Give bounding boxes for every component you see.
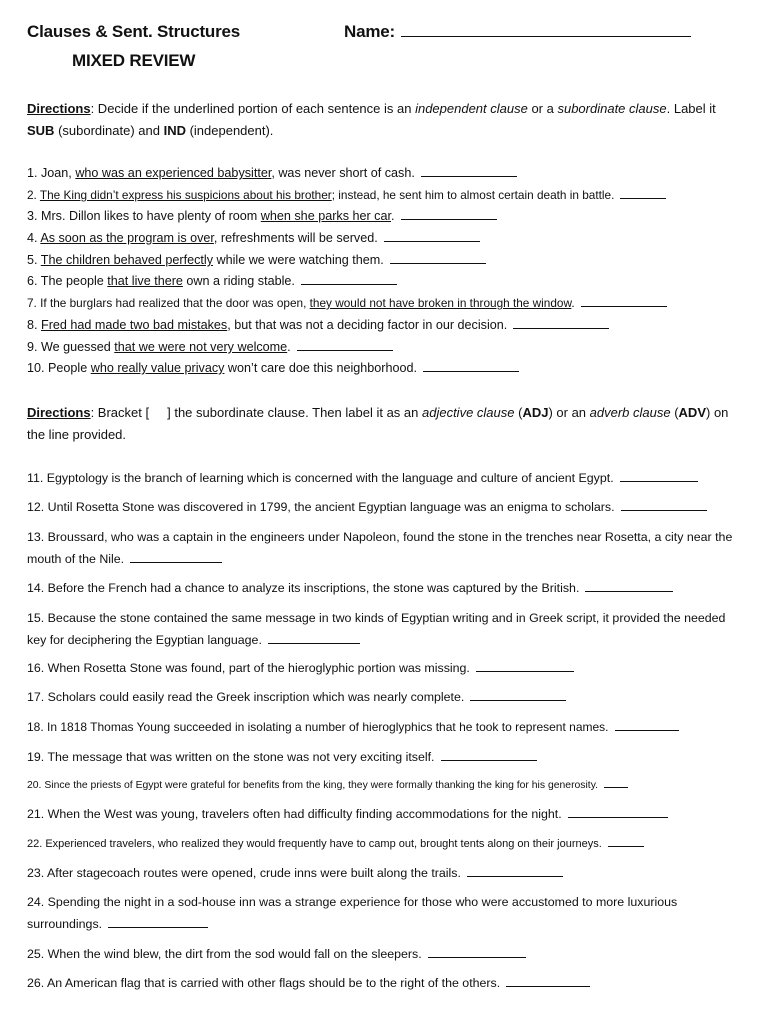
answer-blank[interactable]: [401, 207, 497, 220]
directions-text: ) or an: [548, 405, 590, 420]
question-text: 13. Broussard, who was a captain in the engineers under Napoleon, found the stone in the trenches near Rosetta, a city near the mouth of the Nile.: [27, 530, 733, 566]
question-item: [27, 314, 745, 336]
answer-blank[interactable]: [470, 688, 566, 701]
question-text: won’t care doe this neighborhood.: [224, 361, 417, 375]
question-item: [27, 227, 745, 249]
underlined-clause: The children behaved perfectly: [40, 253, 213, 267]
question-item: [27, 716, 745, 738]
directions-text: : Decide if the underlined portion of each sentence is an: [90, 101, 416, 116]
question-item: [27, 496, 745, 518]
question-text: 14. Before the French had a chance to analyze its inscriptions, the stone was captured by the British.: [27, 581, 580, 595]
part2-directions: [27, 402, 745, 446]
answer-blank[interactable]: [513, 316, 609, 329]
answer-blank[interactable]: [108, 915, 208, 928]
directions-text: ] the subordinate clause. Then label it as an: [167, 405, 422, 420]
answer-blank[interactable]: [621, 498, 707, 511]
name-label: Name:: [344, 22, 395, 41]
question-text: 3. Mrs. Dillon likes to have plenty of room: [27, 209, 261, 223]
underlined-clause: The King didn’t express his suspicions about his brother: [39, 188, 332, 202]
question-text: 23. After stagecoach routes were opened, crude inns were built along the trails.: [27, 866, 461, 880]
question-text: 16. When Rosetta Stone was found, part of the hieroglyphic portion was missing.: [27, 661, 470, 675]
question-item: [27, 249, 745, 271]
question-text: 19. The message that was written on the stone was not very exciting itself.: [27, 750, 435, 764]
question-item: [27, 686, 745, 708]
answer-blank[interactable]: [585, 579, 673, 592]
question-text: 21. When the West was young, travelers often had difficulty finding accommodations for the night.: [27, 807, 562, 821]
question-text: 10. People: [27, 361, 91, 375]
question-item: [27, 833, 745, 855]
question-item: [27, 336, 745, 358]
directions-code: ADV: [678, 405, 706, 420]
question-item: [27, 657, 745, 679]
question-text: , but that was not a deciding factor in our decision.: [227, 318, 508, 332]
question-text: , refreshments will be served.: [213, 231, 378, 245]
question-text: 18. In 1818 Thomas Young succeeded in isolating a number of hieroglyphics that he took to represent names.: [27, 720, 609, 734]
directions-term: independent clause: [415, 101, 528, 116]
directions-code: ADJ: [522, 405, 549, 420]
underlined-clause: that we were not very welcome: [114, 340, 288, 354]
question-text: ; instead, he sent him to almost certain death in battle.: [331, 188, 615, 202]
directions-term: subordinate clause: [557, 101, 667, 116]
question-text: own a riding stable.: [182, 274, 295, 288]
question-text: 6. The people: [27, 274, 108, 288]
directions-code: SUB: [27, 123, 55, 138]
question-item: [27, 607, 745, 651]
directions-term: adjective clause: [421, 405, 515, 420]
answer-blank[interactable]: [428, 945, 526, 958]
question-item: [27, 205, 745, 227]
answer-blank[interactable]: [568, 805, 668, 818]
question-text: .: [287, 340, 291, 354]
directions-label: Directions: [27, 101, 91, 116]
directions-text: ) on the line provided.: [27, 405, 729, 442]
question-text: 1. Joan,: [27, 166, 76, 180]
underlined-clause: that live there: [107, 274, 183, 288]
question-text: 25. When the wind blew, the dirt from the sod would fall on the sleepers.: [27, 947, 422, 961]
question-text: 7. If the burglars had realized that the door was open,: [27, 296, 310, 310]
answer-blank[interactable]: [384, 229, 480, 242]
directions-code: IND: [163, 123, 186, 138]
underlined-clause: when she parks her car: [260, 209, 391, 223]
question-text: 24. Spending the night in a sod-house inn was a strange experience for those who were accustomed to more luxurious surroundings.: [27, 895, 678, 931]
question-item: [27, 775, 745, 797]
question-item: [27, 577, 745, 599]
question-item: [27, 270, 745, 292]
answer-blank[interactable]: [506, 974, 590, 987]
answer-blank[interactable]: [297, 338, 393, 351]
question-item: [27, 746, 745, 768]
name-blank[interactable]: [401, 22, 691, 37]
underlined-clause: who was an experienced babysitter: [75, 166, 272, 180]
answer-blank[interactable]: [620, 469, 698, 482]
answer-blank[interactable]: [581, 294, 667, 307]
question-item: [27, 972, 745, 994]
directions-text: (: [514, 405, 523, 420]
question-item: [27, 162, 745, 184]
answer-blank[interactable]: [301, 272, 397, 285]
question-text: , was never short of cash.: [271, 166, 415, 180]
question-text: 11. Egyptology is the branch of learning which is concerned with the language and culture of ancient Egypt.: [27, 471, 614, 485]
question-text: 8.: [27, 318, 42, 332]
question-text: 22. Experienced travelers, who realized they would frequently have to camp out, brought tents along on their journeys.: [27, 838, 602, 850]
answer-blank[interactable]: [620, 186, 666, 199]
directions-label: Directions: [27, 405, 91, 420]
question-item: [27, 526, 745, 570]
answer-blank[interactable]: [467, 864, 563, 877]
name-field: [344, 22, 691, 42]
question-text: .: [391, 209, 395, 223]
question-item: [27, 891, 745, 935]
directions-text: (independent).: [185, 123, 274, 138]
question-text: while we were watching them.: [213, 253, 384, 267]
question-item: [27, 862, 745, 884]
directions-text: (: [670, 405, 679, 420]
answer-blank[interactable]: [604, 775, 628, 788]
answer-blank[interactable]: [268, 631, 360, 644]
worksheet-title: Clauses & Sent. Structures: [27, 22, 241, 41]
question-text: 9. We guessed: [27, 340, 115, 354]
answer-blank[interactable]: [615, 718, 679, 731]
directions-text: . Label it: [666, 101, 716, 116]
underlined-clause: who really value privacy: [90, 361, 225, 375]
answer-blank[interactable]: [390, 251, 486, 264]
question-text: 12. Until Rosetta Stone was discovered in 1799, the ancient Egyptian language was an enigma to scholars.: [27, 500, 615, 514]
directions-text: (subordinate) and: [54, 123, 164, 138]
answer-blank[interactable]: [608, 834, 644, 847]
question-item: [27, 292, 745, 314]
worksheet-subtitle: MIXED REVIEW: [72, 51, 196, 70]
question-item: [27, 803, 745, 825]
question-text: 17. Scholars could easily read the Greek inscription which was nearly complete.: [27, 690, 465, 704]
answer-blank[interactable]: [441, 748, 537, 761]
answer-blank[interactable]: [130, 550, 222, 563]
question-text: 20. Since the priests of Egypt were grateful for benefits from the king, they were formally thanking the king for his generosity.: [27, 780, 599, 791]
answer-blank[interactable]: [476, 659, 574, 672]
question-item: [27, 943, 745, 965]
directions-text: : Bracket [: [90, 405, 150, 420]
question-item: [27, 184, 745, 206]
directions-term: adverb clause: [589, 405, 671, 420]
underlined-clause: Fred had made two bad mistakes: [41, 318, 228, 332]
answer-blank[interactable]: [421, 164, 517, 177]
underlined-clause: they would not have broken in through the window: [309, 296, 572, 310]
question-text: 4.: [27, 231, 41, 245]
directions-text: or a: [527, 101, 558, 116]
part1-directions: [27, 98, 745, 142]
underlined-clause: As soon as the program is over: [40, 231, 214, 245]
question-text: 5.: [27, 253, 41, 267]
question-item: [27, 357, 745, 379]
question-item: [27, 467, 745, 489]
question-text: 26. An American flag that is carried with other flags should be to the right of the others.: [27, 976, 501, 990]
question-text: 2.: [27, 188, 40, 202]
answer-blank[interactable]: [423, 359, 519, 372]
question-text: .: [571, 296, 575, 310]
question-text: 15. Because the stone contained the same message in two kinds of Egyptian writing and in Greek script, it provided the needed key for deciphering the Egyptian language.: [27, 611, 726, 647]
